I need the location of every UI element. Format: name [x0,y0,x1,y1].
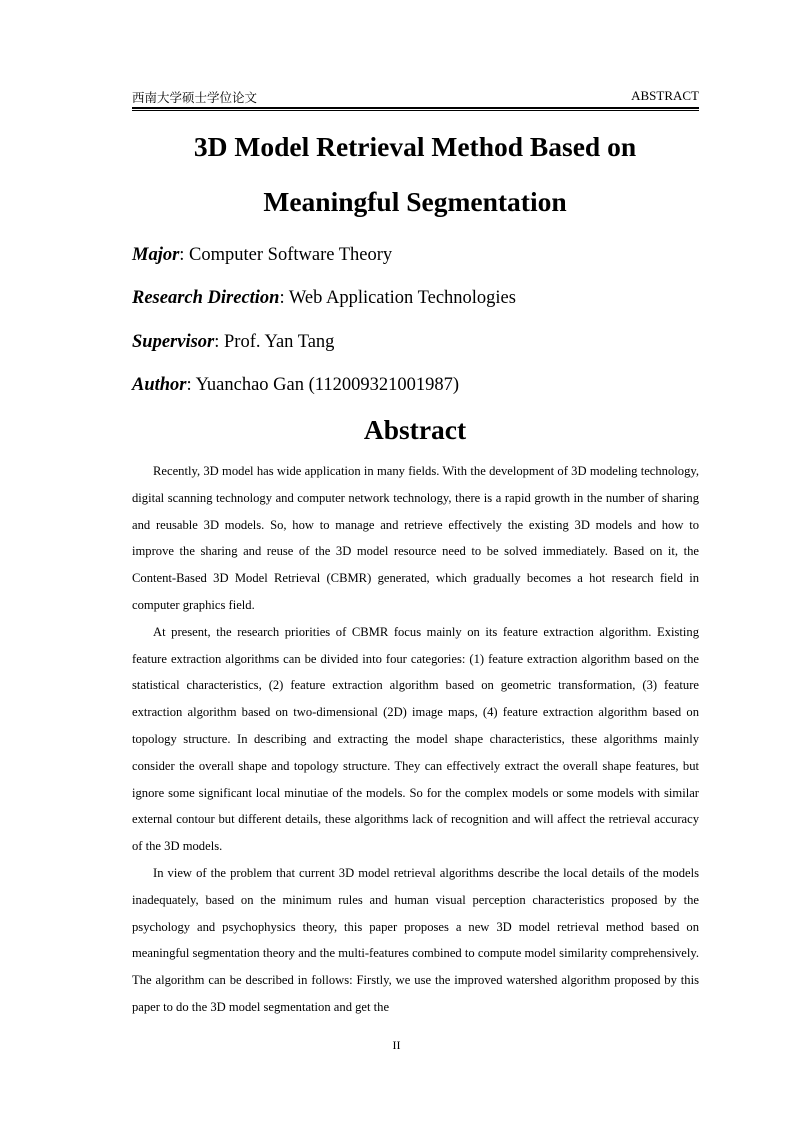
meta-direction-label: Research Direction [132,288,280,308]
abstract-paragraph-3: In view of the problem that current 3D model retrieval algorithms describe the local details of the models inadequately, based on the minimum rules and human visual perception characteristics proposed by the psychology and psychophysics theory, this paper proposes a new 3D model retrieval method based on meaningful segmentation theory and the multi-features combined to compute model similarity comprehensively. The algorithm can be described in follows: Firstly, we use the improved watershed algorithm proposed by this paper to do the 3D model segmentation and get the [132,865,699,1014]
meta-author-label: Author [132,375,187,395]
meta-major [132,245,732,266]
abstract-body [132,458,699,1021]
meta-author [132,375,732,396]
header-university-title: 西南大学硕士学位论文 [132,90,258,105]
header-section-name: ABSTRACT [631,88,699,103]
meta-supervisor-label: Supervisor [132,332,215,352]
meta-direction-value: : Web Application Technologies [279,288,516,308]
abstract-paragraph-1: Recently, 3D model has wide application in many fields. With the development of 3D modeling technology, digital scanning technology and computer network technology, there is a rapid growth in the number of sharing and reusable 3D models. So, how to manage and retrieve effectively the existing 3D models and how to improve the sharing and reuse of the 3D model resource need to be solved immediately. Based on it, the Content-Based 3D Model Retrieval (CBMR) generated, which gradually becomes a hot research field in computer graphics field. [132,464,699,612]
meta-research-direction [132,288,732,309]
header-rule-thin [132,110,699,111]
meta-supervisor [132,332,732,353]
running-header [132,88,699,106]
header-rule-thick [132,107,699,109]
thesis-title-line-1: 3D Model Retrieval Method Based on [193,131,637,162]
page-number: II [392,1038,401,1052]
meta-author-value: : Yuanchao Gan (112009321001987) [186,375,459,395]
abstract-paragraph-2: At present, the research priorities of CBMR focus mainly on its feature extraction algorithm. Existing feature extraction algorithms can be divided into four categories: (1) feature extraction algorithm based on the statistical characteristics, (2) feature extraction algorithm based on geometric transformation, (3) feature extraction algorithm based on two-dimensional (2D) image maps, (4) feature extraction algorithm based on topology structure. In describing and extracting the model shape characteristics, these algorithms mainly consider the overall shape and topology structure. They can effectively extract the overall shape features, but ignore some significant local minutiae of the models. So for the complex models or some models with similar external contour but different details, these algorithms lack of recognition and will affect the retrieval accuracy of the 3D models. [132,624,699,854]
thesis-title-line-2: Meaningful Segmentation [263,186,567,217]
meta-major-value: : Computer Software Theory [179,245,393,265]
meta-major-label: Major [132,245,180,265]
abstract-heading: Abstract [363,414,467,445]
meta-supervisor-value: : Prof. Yan Tang [214,332,335,352]
